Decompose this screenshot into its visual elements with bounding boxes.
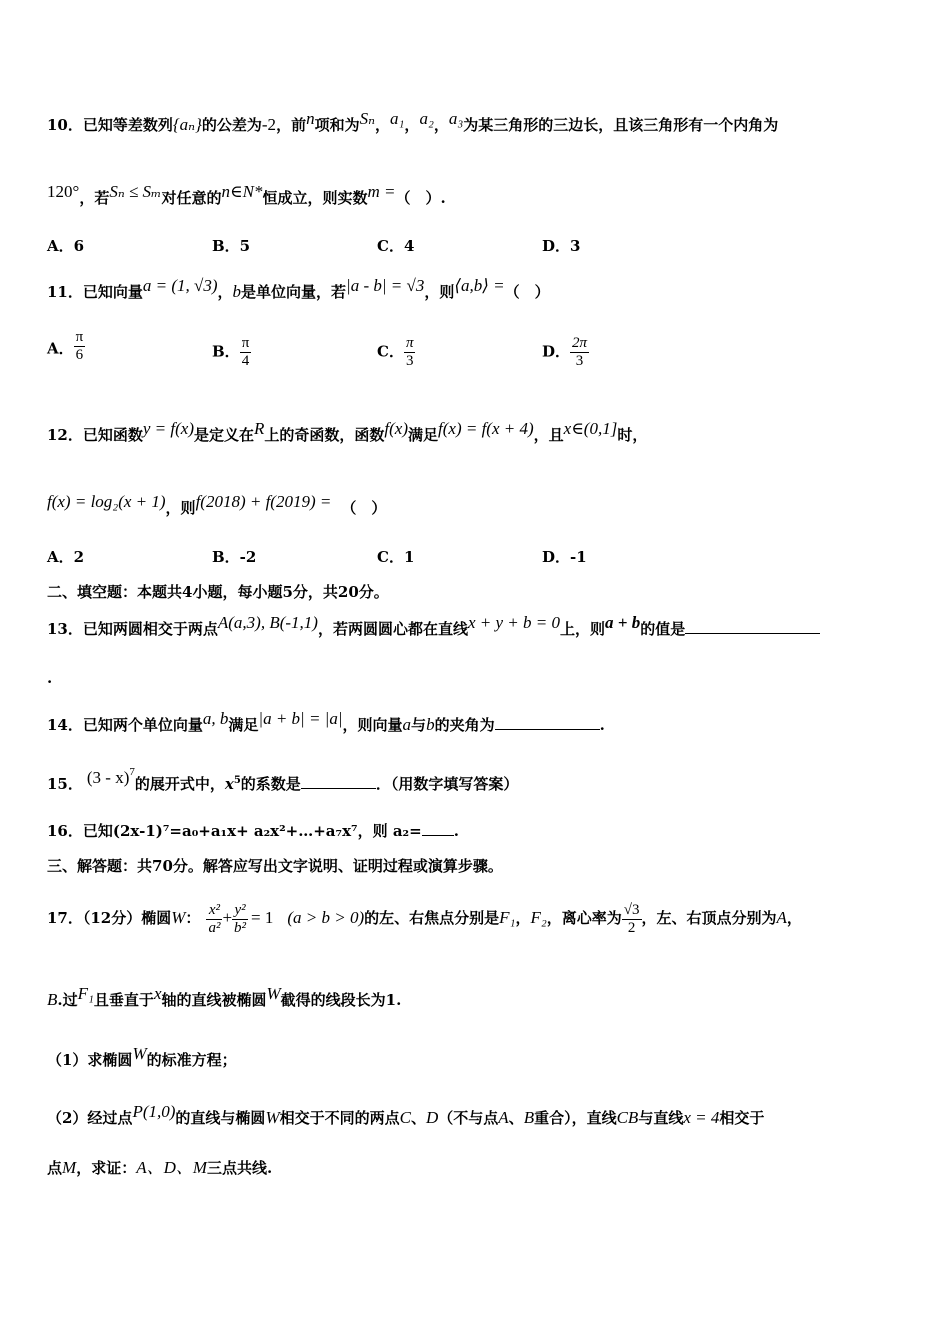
q14-line: 14．已知两个单位向量a, b满足|a + b| = |a|，则向量a与b的夹角为 . (47, 709, 605, 734)
q11-option-a: A． $\frac{\pi}{6}$ (47, 329, 84, 363)
q13-line: 13．已知两圆相交于两点A(a,3), B(-1,1)，若两圆圆心都在直线x + y + b = 0上，则a + b的值是 (47, 618, 820, 639)
q10-option-c: C．4 (377, 237, 415, 255)
q11-option-d: D． $\frac{2\pi}{3}$ (542, 335, 588, 369)
q14-answer-blank[interactable] (495, 714, 600, 730)
q16-answer-blank[interactable] (422, 820, 454, 836)
q12-line1: 12．已知函数y = f(x)是定义在R上的奇函数，函数f(x)满足f(x) = f(x + 4)，且x∈(0,1]时， (47, 419, 648, 444)
q12-option-b: B．-2 (212, 548, 257, 566)
q10-line2: 120°，若Sₙ ≤ Sₘ对任意的n∈N*恒成立，则实数m =（ ）. (47, 182, 446, 207)
q10-option-d: D．3 (542, 237, 581, 255)
seq-an: {aₙ} (172, 115, 202, 134)
q12-option-d: D．-1 (542, 548, 587, 566)
q10-line1: 10．已知等差数列{aₙ}的公差为-2，前n项和为Sₙ，a₁，a₂，a₃为某三角形的三边长，且该三角形有一个内角为 (47, 109, 779, 134)
q13-answer-blank[interactable] (685, 618, 820, 634)
q13-end-dot: . (47, 669, 53, 687)
q11-line: 11．已知向量a = (1, √3)，b是单位向量，若|a - b| = √3，则⟨a,b⟩ =（ ） (47, 276, 550, 301)
section-fill-in-heading: 二、填空题：本题共4小题，每小题5分，共20分。 (47, 583, 389, 601)
q12-option-a: A．2 (47, 548, 85, 566)
q11-option-b: B． $\frac{\pi}{4}$ (212, 335, 250, 369)
q17-part2-line1: （2）经过点P(1,0)的直线与椭圆W相交于不同的两点C、D（不与点A、B重合），直线CB与直线x = 4相交于 (47, 1102, 765, 1127)
q10-option-b: B．5 (212, 237, 251, 255)
q10-option-a: A．6 (47, 237, 85, 255)
q17-line1: 17．（12分）椭圆W： $\frac{\text{x²}}{\text{a²}}$ + $\frac{\text{y²}}{\text{b²}}$ = 1 (a > b > 0)的左、右焦点分别是F₁，F₂，离心率为 $\frac{√3}{2}$ ，左、右顶点分别为A， (47, 901, 802, 936)
q17-line2: B.过F₁且垂直于x轴的直线被椭圆W截得的线段长为1. (47, 984, 402, 1009)
section-solve-heading: 三、解答题：共70分。解答应写出文字说明、证明过程或演算步骤。 (47, 857, 503, 875)
q17-part2-line2: 点M，求证：A、D、M三点共线. (47, 1158, 273, 1177)
q12-line2: f(x) = log₂(x + 1)，则f(2018) + f(2019) = （ ） (47, 492, 387, 517)
q12-option-c: C．1 (377, 548, 415, 566)
q16-line: 16．已知(2x-1)⁷=a₀+a₁x+ a₂x²+…+a₇x⁷，则 a₂= . (47, 822, 459, 840)
q17-part1: （1）求椭圆W的标准方程； (47, 1044, 237, 1069)
q15-answer-blank[interactable] (301, 773, 376, 789)
q11-option-c: C． $\frac{\pi}{3}$ (377, 335, 414, 369)
q15-line: 15． (3 - x)$^7$的展开式中，$x^5$的系数是 ．（用数字填写答案） (47, 766, 519, 793)
